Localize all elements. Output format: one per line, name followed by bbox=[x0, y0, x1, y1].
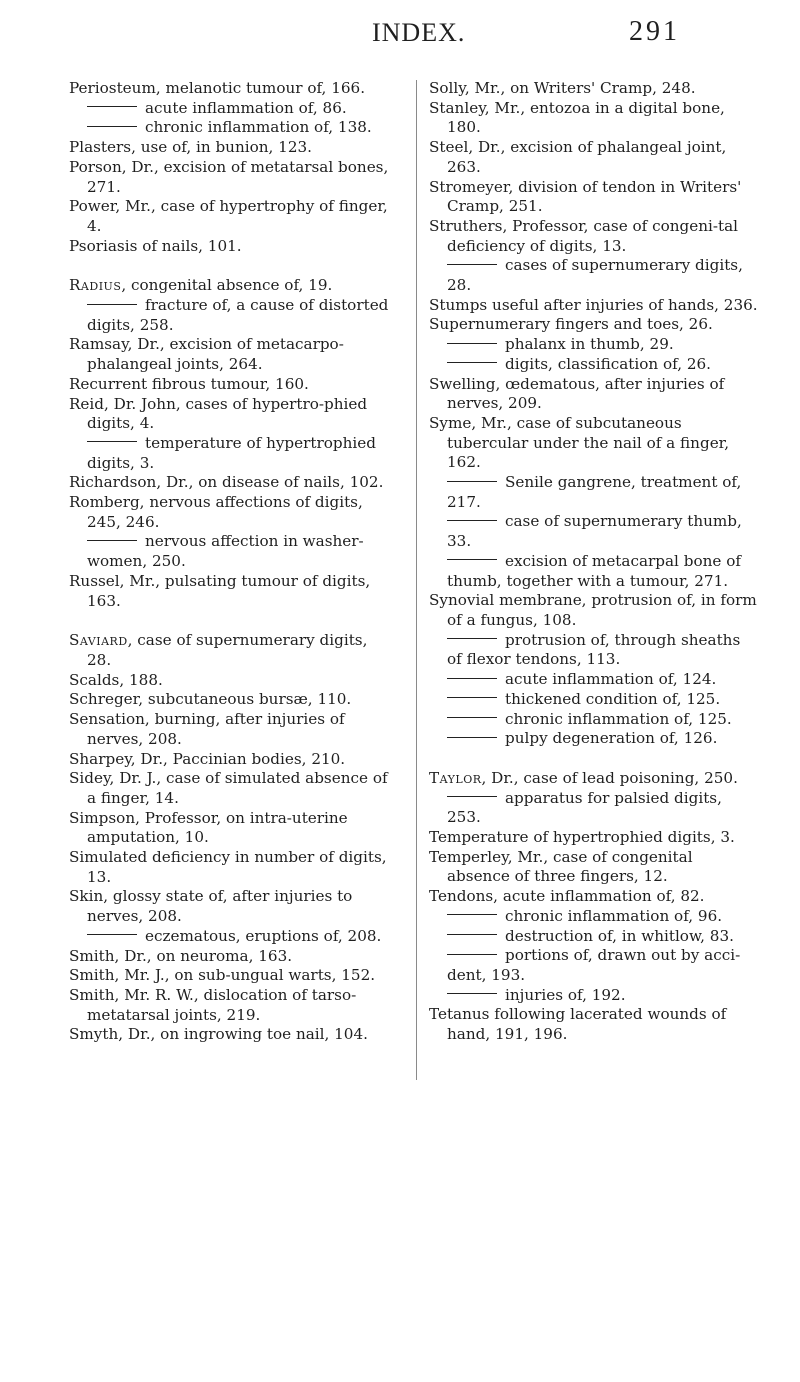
index-subentry bbox=[429, 512, 759, 551]
section-initial-heading: Saviard bbox=[69, 631, 128, 650]
index-subentry bbox=[429, 355, 759, 375]
entry-text: Recurrent fibrous tumour, 160. bbox=[69, 374, 309, 393]
entry-text: Power, Mr., case of hypertrophy of finger, 4. bbox=[69, 197, 388, 235]
entry-text: Stromeyer, division of tendon in Writers' Cramp, 251. bbox=[429, 177, 742, 216]
entry-text: Reid, Dr. John, cases of hypertro-phied digits, 4. bbox=[69, 394, 368, 433]
index-subentry bbox=[429, 552, 759, 591]
entry-text: Periosteum, melanotic tumour of, 166. bbox=[69, 79, 366, 97]
ditto-dash bbox=[447, 954, 497, 955]
index-entry bbox=[69, 1025, 394, 1045]
entry-text: Saviard, case of supernumerary digits, 28. bbox=[69, 631, 368, 669]
entry-text: portions of, drawn out by acci-dent, 193. bbox=[447, 946, 741, 984]
ditto-dash bbox=[447, 678, 497, 679]
entry-text: Solly, Mr., on Writers' Cramp, 248. bbox=[429, 79, 696, 97]
index-entry bbox=[69, 947, 394, 967]
entry-text: Plasters, use of, in bunion, 123. bbox=[69, 138, 312, 157]
index-subentry bbox=[429, 670, 759, 690]
index-subentry bbox=[429, 927, 759, 947]
entry-text: Tetanus following lacerated wounds of hand, 191, 196. bbox=[429, 1005, 727, 1044]
entry-text: Stumps useful after injuries of hands, 236. bbox=[429, 295, 758, 314]
index-entry bbox=[429, 828, 759, 848]
index-entry bbox=[69, 690, 394, 710]
ditto-dash bbox=[87, 304, 137, 305]
index-subentry bbox=[429, 473, 759, 512]
section-gap bbox=[69, 256, 394, 276]
index-subentry bbox=[429, 946, 759, 985]
entry-text: Sharpey, Dr., Paccinian bodies, 210. bbox=[69, 749, 346, 768]
entry-text: digits, classification of, 26. bbox=[505, 354, 712, 373]
index-column-right bbox=[429, 79, 759, 1045]
index-subentry bbox=[429, 335, 759, 355]
page-number: 291 bbox=[629, 16, 680, 47]
index-entry bbox=[69, 966, 394, 986]
index-entry bbox=[69, 197, 394, 236]
entry-text: Sensation, burning, after injuries of nerves, 208. bbox=[69, 710, 345, 748]
entry-text: case of supernumerary thumb, 33. bbox=[447, 512, 742, 551]
index-subentry bbox=[69, 927, 394, 947]
entry-text: temperature of hypertrophied digits, 3. bbox=[87, 433, 376, 472]
ditto-dash bbox=[447, 638, 497, 639]
entry-text: Stanley, Mr., entozoa in a digital bone, 180. bbox=[429, 98, 725, 137]
entry-text: Tendons, acute inflammation of, 82. bbox=[429, 887, 705, 906]
index-entry bbox=[69, 572, 394, 611]
entry-text: eczematous, eruptions of, 208. bbox=[145, 926, 382, 945]
entry-text: Porson, Dr., excision of metatarsal bones, 271. bbox=[69, 157, 389, 196]
section-initial-heading: Taylor bbox=[429, 768, 482, 787]
index-entry bbox=[69, 986, 394, 1025]
ditto-dash bbox=[447, 362, 497, 363]
index-entry bbox=[69, 158, 394, 197]
index-entry bbox=[69, 473, 394, 493]
index-entry bbox=[69, 395, 394, 434]
index-entry bbox=[69, 335, 394, 374]
index-entry bbox=[69, 237, 394, 257]
entry-text: Simpson, Professor, on intra-uterine amputation, 10. bbox=[69, 808, 348, 847]
index-entry bbox=[429, 375, 759, 414]
index-subentry bbox=[69, 99, 394, 119]
index-entry bbox=[429, 1005, 759, 1044]
index-entry bbox=[69, 769, 394, 808]
index-entry bbox=[429, 79, 759, 99]
ditto-dash bbox=[87, 106, 137, 107]
entry-text: Syme, Mr., case of subcutaneous tubercular under the nail of a finger, 162. bbox=[429, 413, 730, 472]
index-entry bbox=[429, 138, 759, 177]
index-entry bbox=[69, 276, 394, 296]
section-initial-heading: Radius bbox=[69, 276, 122, 295]
entry-text: cases of supernumerary digits, 28. bbox=[447, 256, 743, 295]
entry-text: chronic inflammation of, 125. bbox=[505, 709, 732, 728]
entry-text: Steel, Dr., excision of phalangeal joint, 263. bbox=[429, 138, 727, 176]
index-subentry bbox=[429, 256, 759, 295]
entry-text: Richardson, Dr., on disease of nails, 102. bbox=[69, 473, 384, 492]
entry-text: Sidey, Dr. J., case of simulated absence of a finger, 14. bbox=[69, 769, 388, 807]
section-gap bbox=[429, 749, 759, 769]
index-entry bbox=[69, 493, 394, 532]
index-subentry bbox=[69, 296, 394, 335]
entry-text: acute inflammation of, 86. bbox=[145, 98, 347, 117]
entry-text: chronic inflammation of, 138. bbox=[145, 118, 372, 137]
entry-text: nervous affection in washer-women, 250. bbox=[87, 532, 364, 571]
entry-text: phalanx in thumb, 29. bbox=[505, 335, 674, 354]
index-subentry bbox=[69, 118, 394, 138]
entry-text: Romberg, nervous affections of digits, 245, 246. bbox=[69, 493, 363, 531]
ditto-dash bbox=[447, 343, 497, 344]
index-entry bbox=[429, 887, 759, 907]
entry-text: Smyth, Dr., on ingrowing toe nail, 104. bbox=[69, 1025, 368, 1044]
entry-text: apparatus for palsied digits, 253. bbox=[447, 788, 722, 827]
entry-text: Ramsay, Dr., excision of metacarpo-phalangeal joints, 264. bbox=[69, 335, 344, 374]
index-subentry bbox=[69, 434, 394, 473]
index-entry bbox=[429, 217, 759, 256]
index-entry bbox=[69, 79, 394, 99]
ditto-dash bbox=[87, 126, 137, 127]
index-subentry bbox=[429, 710, 759, 730]
ditto-dash bbox=[87, 441, 137, 442]
ditto-dash bbox=[447, 481, 497, 482]
entry-text: destruction of, in whitlow, 83. bbox=[505, 926, 734, 945]
ditto-dash bbox=[87, 540, 137, 541]
index-entry bbox=[429, 414, 759, 473]
index-entry bbox=[69, 887, 394, 926]
index-entry bbox=[69, 809, 394, 848]
index-subentry bbox=[429, 631, 759, 670]
index-entry bbox=[69, 375, 394, 395]
ditto-dash bbox=[447, 717, 497, 718]
index-entry bbox=[429, 769, 759, 789]
entry-text: Temperature of hypertrophied digits, 3. bbox=[429, 828, 735, 847]
entry-text: Struthers, Professor, case of congeni-tal deficiency of digits, 13. bbox=[429, 216, 739, 255]
section-gap bbox=[69, 611, 394, 631]
index-entry bbox=[429, 848, 759, 887]
ditto-dash bbox=[447, 264, 497, 265]
entry-text: thickened condition of, 125. bbox=[505, 689, 721, 708]
page-header bbox=[0, 16, 800, 56]
index-entry bbox=[429, 315, 759, 335]
ditto-dash bbox=[447, 737, 497, 738]
entry-text: Schreger, subcutaneous bursæ, 110. bbox=[69, 690, 352, 709]
index-subentry bbox=[429, 986, 759, 1006]
entry-text: Smith, Mr. R. W., dislocation of tarso-metatarsal joints, 219. bbox=[69, 985, 357, 1024]
ditto-dash bbox=[447, 934, 497, 935]
ditto-dash bbox=[447, 697, 497, 698]
index-column-left bbox=[69, 79, 394, 1045]
index-entry bbox=[429, 178, 759, 217]
entry-text: injuries of, 192. bbox=[505, 985, 626, 1004]
ditto-dash bbox=[447, 993, 497, 994]
entry-text: Temperley, Mr., case of congenital absence of three fingers, 12. bbox=[429, 847, 693, 886]
entry-text: acute inflammation of, 124. bbox=[505, 670, 717, 689]
ditto-dash bbox=[447, 520, 497, 521]
index-entry bbox=[69, 710, 394, 749]
entry-text: pulpy degeneration of, 126. bbox=[505, 729, 718, 748]
entry-text: Taylor, Dr., case of lead poisoning, 250. bbox=[429, 768, 738, 787]
entry-text: Supernumerary fingers and toes, 26. bbox=[429, 315, 713, 334]
index-subentry bbox=[429, 690, 759, 710]
entry-text: excision of metacarpal bone of thumb, together with a tumour, 271. bbox=[447, 551, 741, 590]
index-entry bbox=[429, 296, 759, 316]
entry-text: Swelling, œdematous, after injuries of nerves, 209. bbox=[429, 374, 725, 413]
entry-text: fracture of, a cause of distorted digits, 258. bbox=[87, 296, 389, 334]
index-entry bbox=[69, 138, 394, 158]
ditto-dash bbox=[447, 914, 497, 915]
entry-text: Radius, congenital absence of, 19. bbox=[69, 276, 333, 295]
index-subentry bbox=[429, 729, 759, 749]
entry-text: Senile gangrene, treatment of, 217. bbox=[447, 473, 742, 511]
index-entry bbox=[69, 750, 394, 770]
column-divider bbox=[416, 80, 417, 1080]
entry-text: protrusion of, through sheaths of flexor tendons, 113. bbox=[447, 630, 741, 669]
entry-text: Skin, glossy state of, after injuries to nerves, 208. bbox=[69, 887, 353, 926]
index-entry bbox=[429, 591, 759, 630]
index-entry bbox=[429, 99, 759, 138]
index-subentry bbox=[429, 907, 759, 927]
ditto-dash bbox=[447, 796, 497, 797]
entry-text: Synovial membrane, protrusion of, in form of a fungus, 108. bbox=[429, 591, 757, 629]
entry-text: Russel, Mr., pulsating tumour of digits, 163. bbox=[69, 571, 371, 610]
index-subentry bbox=[429, 789, 759, 828]
ditto-dash bbox=[447, 559, 497, 560]
index-entry bbox=[69, 671, 394, 691]
entry-text: Smith, Dr., on neuroma, 163. bbox=[69, 946, 293, 965]
entry-text: chronic inflammation of, 96. bbox=[505, 906, 723, 925]
index-entry bbox=[69, 631, 394, 670]
entry-text: Scalds, 188. bbox=[69, 670, 163, 689]
entry-text: Psoriasis of nails, 101. bbox=[69, 236, 242, 255]
index-subentry bbox=[69, 532, 394, 571]
entry-text: Smith, Mr. J., on sub-ungual warts, 152. bbox=[69, 966, 376, 985]
running-title: INDEX. bbox=[372, 18, 466, 47]
index-entry bbox=[69, 848, 394, 887]
entry-text: Simulated deficiency in number of digits, 13. bbox=[69, 848, 387, 886]
ditto-dash bbox=[87, 934, 137, 935]
